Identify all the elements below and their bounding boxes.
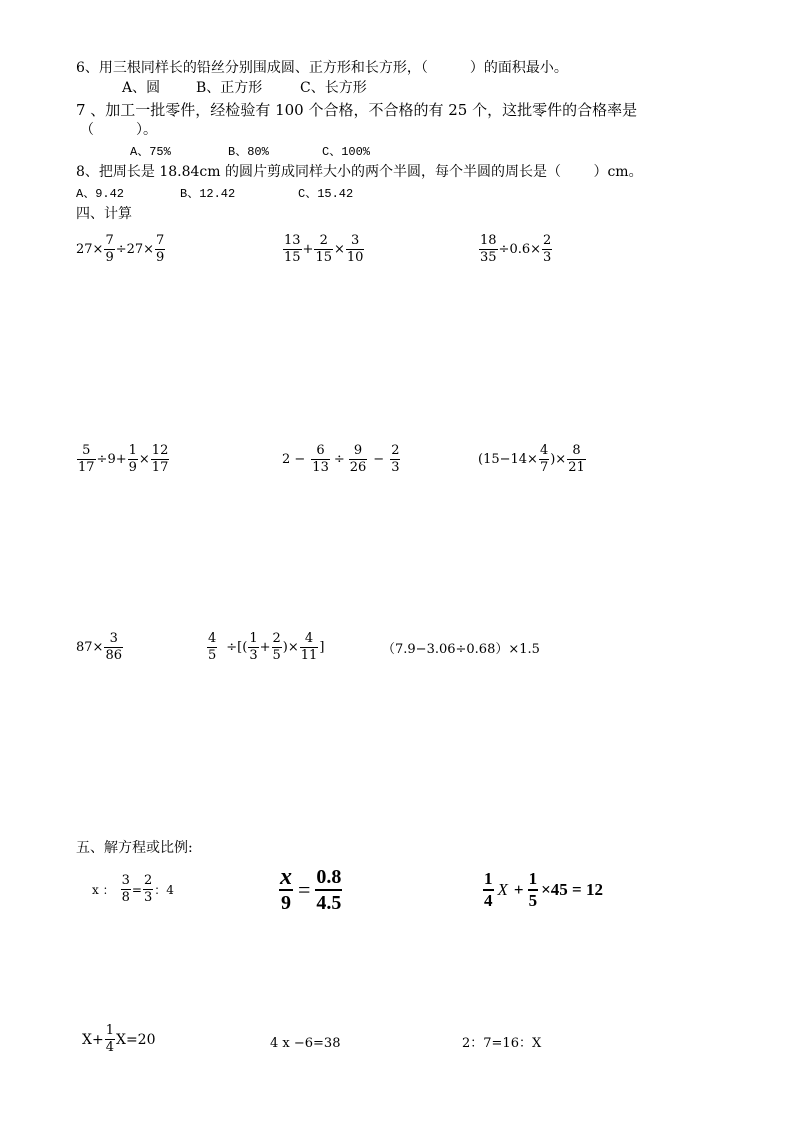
calc-2: $\frac{13}{15}$ + $\frac{2}{15}$ × $\frac{3}{10}$ xyxy=(284,233,364,265)
calc-1: 27× $\frac{7}{9}$ ÷27× $\frac{7}{9}$ xyxy=(76,233,165,265)
q6-option-c: C、长方形 xyxy=(300,80,367,96)
section-4-heading: 四、计算 xyxy=(76,206,132,222)
q8-option-b: B、12.42 xyxy=(180,187,236,201)
equation-5: 4 x −6=38 xyxy=(270,1036,341,1051)
q8-option-c: C、15.42 xyxy=(298,187,354,201)
q7-option-b: B、80% xyxy=(228,145,269,159)
q8-option-a: A、9.42 xyxy=(76,187,125,201)
calc-4: $\frac{5}{17}$ ÷9+ $\frac{1}{9}$ × $\frac{12}{17}$ xyxy=(78,443,169,475)
equation-6: 2：7=16：X xyxy=(462,1036,542,1051)
equation-1: x ： $\frac{3}{8}$ = $\frac{2}{3}$ ：4 xyxy=(92,873,174,905)
section-5-heading: 五、解方程或比例: xyxy=(76,840,193,856)
q6-option-a: A、圆 xyxy=(122,80,161,96)
calc-8: $\frac{4}{5}$ ÷[( $\frac{1}{3}$ + $\frac{2}{5}$ )× $\frac{4}{11}$ ] xyxy=(208,631,325,663)
equation-2: $\frac{x}{9}$ = $\frac{0.8}{4.5}$ xyxy=(280,864,342,914)
calc-5: 2 − $\frac{6}{13}$ ÷ $\frac{9}{26}$ − $\frac{2}{3}$ xyxy=(282,443,400,475)
question-8: 8、把周长是 18.84cm 的圆片剪成同样大小的两个半圆，每个半圆的周长是（ ）cm。 xyxy=(76,164,643,180)
q7-option-a: A、75% xyxy=(130,145,171,159)
calc-7: 87× $\frac{3}{86}$ xyxy=(76,631,122,663)
calc-6: (15−14× $\frac{4}{7}$ )× $\frac{8}{21}$ xyxy=(478,443,585,475)
question-6: 6、用三根同样长的铅丝分别围成圆、正方形和长方形，（ ）的面积最小。 xyxy=(76,60,568,76)
calc-9: （7.9−3.06÷0.68）×1.5 xyxy=(382,642,540,657)
q6-option-b: B、正方形 xyxy=(196,80,263,96)
question-7: 7 、加工一批零件，经检验有 100 个合格，不合格的有 25 个，这批零件的合格率是 xyxy=(76,101,638,119)
q7-blank: （ ）。 xyxy=(80,122,157,138)
equation-3: $\frac{1}{4}$ X + $\frac{1}{5}$ ×45 = 12 xyxy=(484,869,603,910)
q7-option-c: C、100% xyxy=(322,145,371,159)
calc-3: $\frac{18}{35}$ ÷0.6× $\frac{2}{3}$ xyxy=(480,233,552,265)
equation-4: X+ $\frac{1}{4}$ X=20 xyxy=(82,1023,156,1055)
